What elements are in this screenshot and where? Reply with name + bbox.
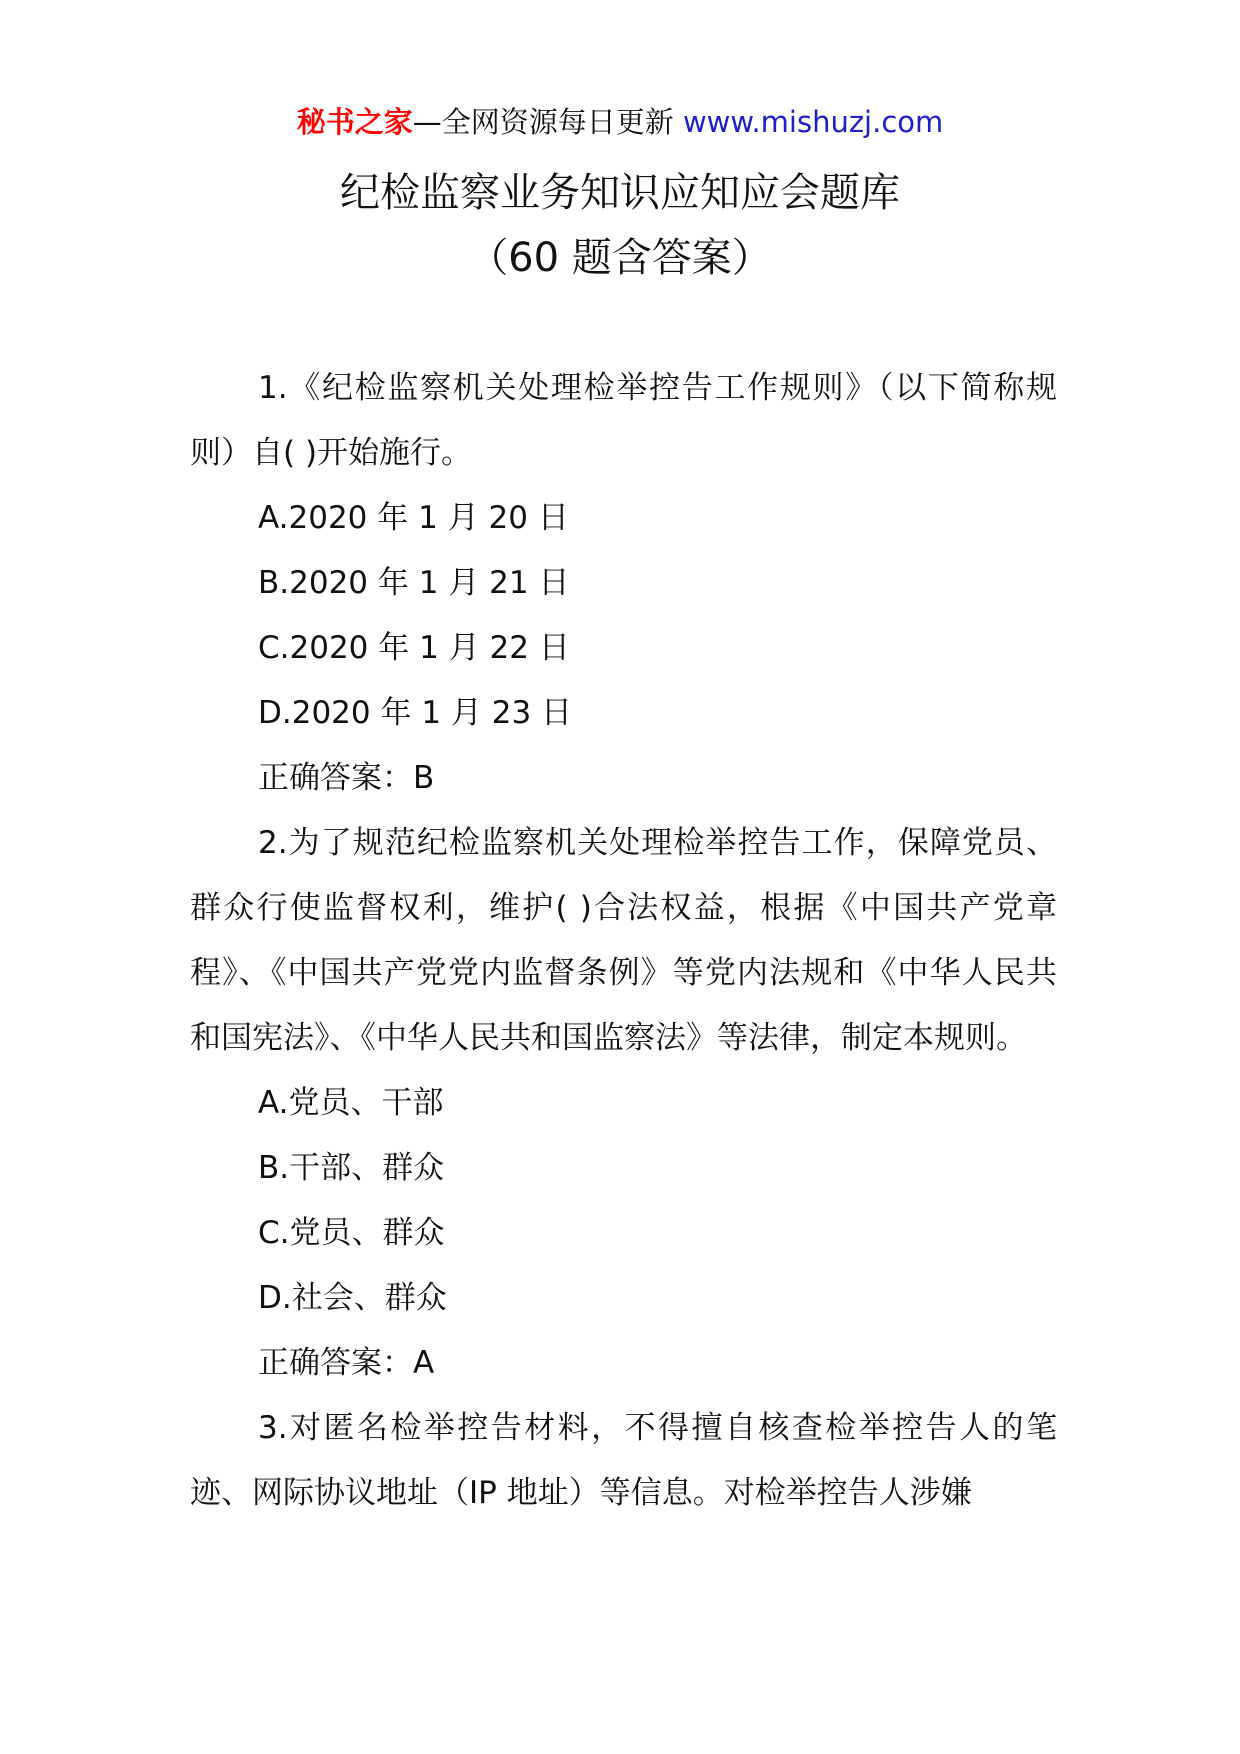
question-2-answer: 正确答案：A (258, 1345, 435, 1381)
question-2-option-d: D.社会、群众 (258, 1280, 447, 1316)
question-3-text: 3.对匿名检举控告材料，不得擅自核查检举控告人的笔迹、网际协议地址（IP 地址）等信息。对检举控告人涉嫌 (190, 1410, 1057, 1511)
question-1-option-b: B.2020 年 1 月 21 日 (258, 565, 570, 601)
question-1-option-a: A.2020 年 1 月 20 日 (258, 500, 569, 536)
question-1-option-c: C.2020 年 1 月 22 日 (258, 630, 570, 666)
document-title: 纪检监察业务知识应知应会题库 (340, 170, 900, 216)
question-1-answer: 正确答案：B (258, 760, 435, 796)
site-header (0, 100, 1240, 144)
question-1-option-d: D.2020 年 1 月 23 日 (258, 695, 573, 731)
question-2-text: 2.为了规范纪检监察机关处理检举控告工作，保障党员、群众行使监督权利，维护( )合法权益，根据《中国共产党章程》、《中国共产党党内监督条例》等党内法规和《中华人民共和国宪法》、《中华人民共和国监察法》等法律，制定本规则。 (190, 825, 1057, 1056)
document-body (190, 356, 1057, 1526)
document-subtitle: （60 题含答案） (468, 235, 772, 281)
question-2-option-a: A.党员、干部 (258, 1085, 444, 1121)
site-tagline: —全网资源每日更新 (412, 105, 674, 139)
site-url-link[interactable]: www.mishuzj.com (682, 105, 944, 139)
brand-name: 秘书之家 (296, 105, 413, 139)
question-1-text: 1.《纪检监察机关处理检举控告工作规则》（以下简称规则）自( )开始施行。 (190, 370, 1057, 471)
question-2-option-b: B.干部、群众 (258, 1150, 445, 1186)
question-2-option-c: C.党员、群众 (258, 1215, 445, 1251)
